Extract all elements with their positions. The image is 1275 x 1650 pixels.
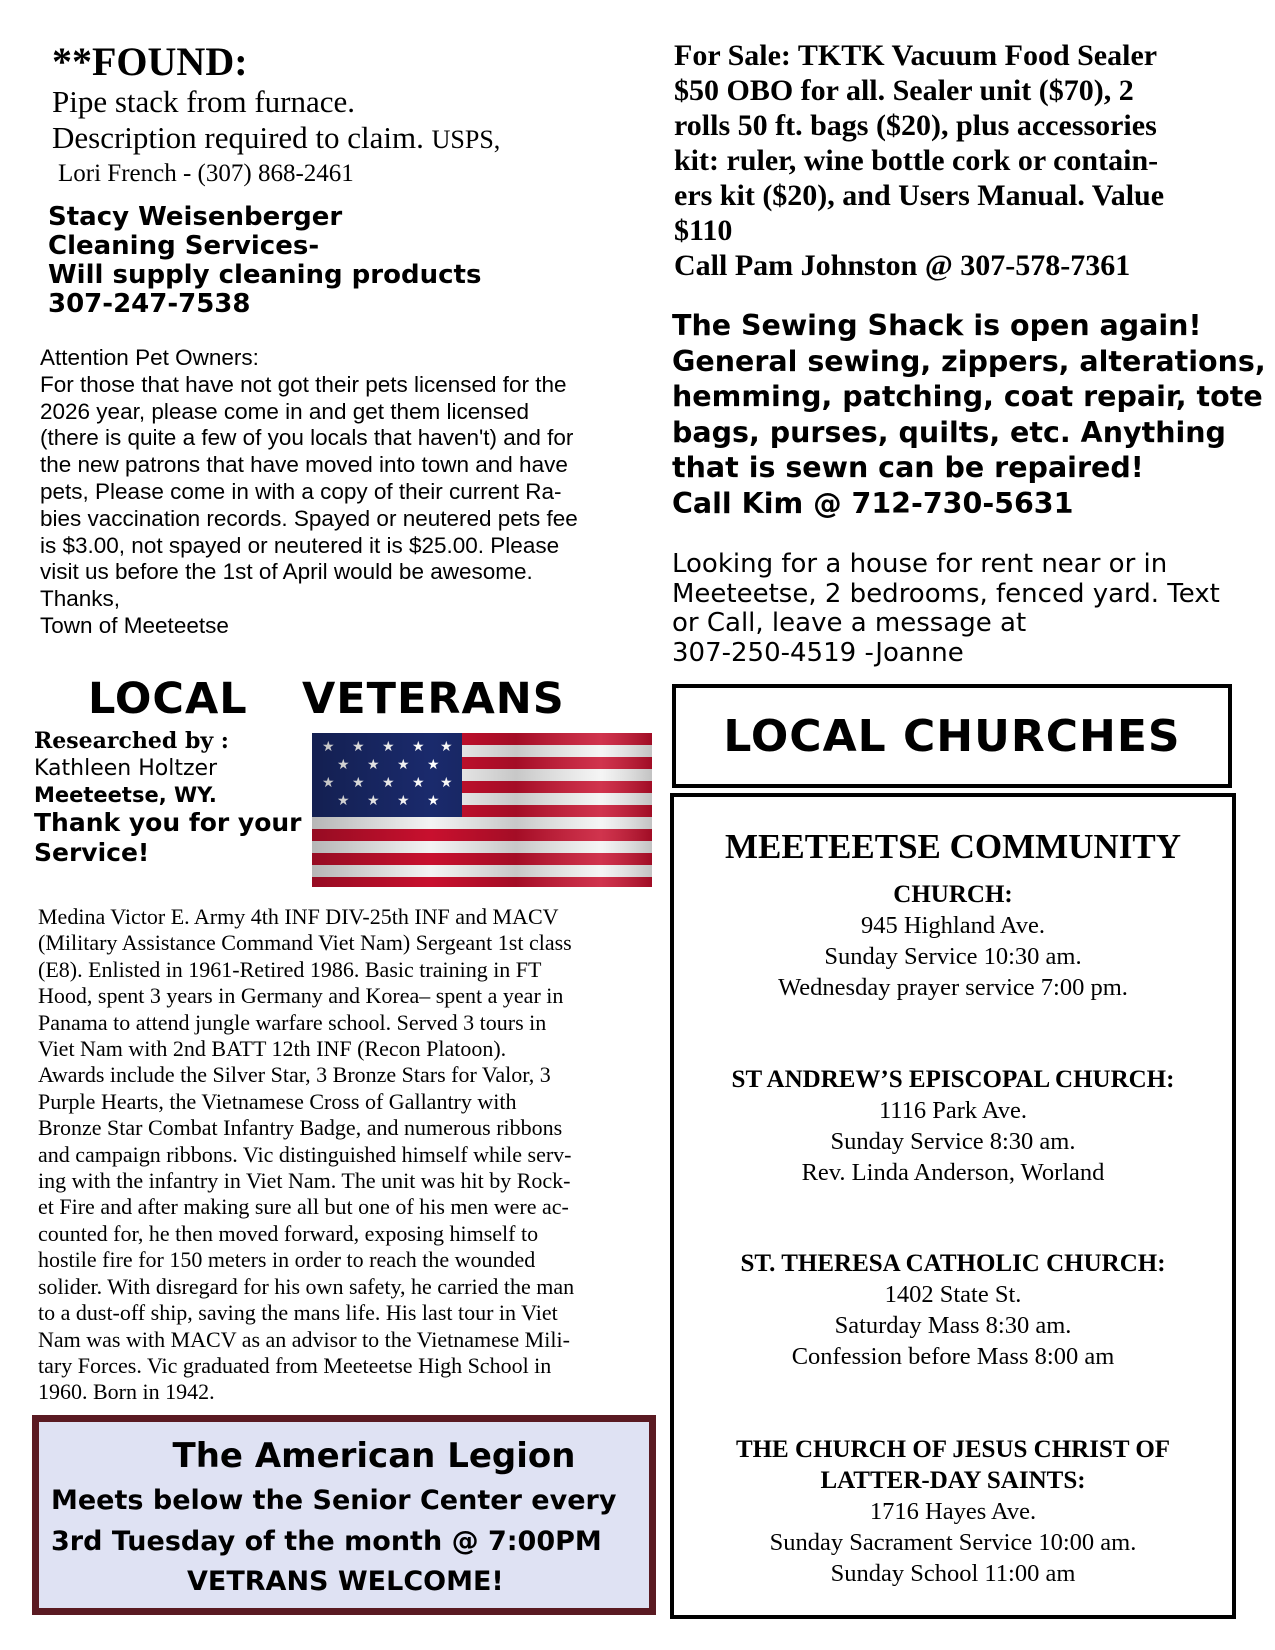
sewing-line: General sewing, zippers, alterations, bbox=[672, 344, 1266, 378]
bio-line: Nam was with MACV as an advisor to the Vietnamese Mili- bbox=[38, 1326, 570, 1352]
cleaning-line: Cleaning Services- bbox=[48, 231, 320, 261]
church-entry bbox=[674, 1248, 1232, 1372]
bio-line: hostile fire for 150 meters in order to reach the wounded bbox=[38, 1247, 536, 1273]
for-sale-ad bbox=[674, 38, 1234, 283]
cleaning-line: Stacy Weisenberger bbox=[48, 202, 343, 232]
bio-line: tary Forces. Vic graduated from Meeteetse High School in bbox=[38, 1352, 552, 1378]
found-notice bbox=[52, 40, 612, 190]
bio-line: and campaign ribbons. Vic distinguished himself while serv- bbox=[38, 1141, 572, 1167]
church-detail: 1116 Park Ave. bbox=[878, 1097, 1028, 1124]
church-detail: Sunday Sacrament Service 10:00 am. bbox=[769, 1529, 1137, 1556]
pets-line: For those that have not got their pets licensed for the bbox=[40, 371, 567, 397]
church-detail: 1402 State St. bbox=[884, 1281, 1022, 1308]
sewing-line: Call Kim @ 712-730-5631 bbox=[672, 486, 1074, 520]
found-claim: Description required to claim. bbox=[52, 120, 424, 155]
cleaning-line: 307-247-7538 bbox=[48, 289, 251, 319]
found-claim-line bbox=[52, 120, 612, 158]
bio-line: solider. With disregard for his own safety, he carried the man bbox=[38, 1273, 575, 1299]
local-churches-header bbox=[672, 684, 1232, 788]
bio-line: Hood, spent 3 years in Germany and Korea– spent a year in bbox=[38, 983, 564, 1009]
church-name: ST. THERESA CATHOLIC CHURCH: bbox=[740, 1250, 1166, 1277]
found-title: **FOUND: bbox=[52, 39, 248, 84]
legion-welcome: VETRANS WELCOME! bbox=[187, 1566, 504, 1597]
bio-line: Bronze Star Combat Infantry Badge, and numerous ribbons bbox=[38, 1115, 563, 1141]
found-usps: USPS, bbox=[431, 125, 501, 154]
veterans-heading: VETERANS bbox=[302, 674, 565, 724]
church-detail: Sunday School 11:00 am bbox=[830, 1560, 1076, 1587]
forsale-line: Call Pam Johnston @ 307-578-7361 bbox=[674, 249, 1131, 282]
rent-line: or Call, leave a message at bbox=[672, 608, 1027, 638]
bio-line: Panama to attend jungle warfare school. Served 3 tours in bbox=[38, 1009, 547, 1035]
bio-line: et Fire and after making sure all but one of his men were ac- bbox=[38, 1194, 569, 1220]
us-flag-icon bbox=[312, 733, 652, 887]
researcher-name: Kathleen Holtzer bbox=[34, 756, 218, 781]
church-entry bbox=[674, 1434, 1232, 1589]
cleaning-line: Will supply cleaning products bbox=[48, 260, 482, 290]
church-entry bbox=[674, 879, 1232, 1003]
forsale-line: For Sale: TKTK Vacuum Food Sealer bbox=[674, 39, 1158, 72]
sewing-line: hemming, patching, coat repair, tote bbox=[672, 380, 1263, 413]
pets-line: Thanks, bbox=[40, 586, 121, 612]
church-detail: Sunday Service 10:30 am. bbox=[824, 943, 1082, 970]
rent-line: Meeteetse, 2 bedrooms, fenced yard. Text bbox=[672, 578, 1220, 609]
rent-line: 307-250-4519 -Joanne bbox=[672, 637, 964, 668]
church-name: ST ANDREW’S EPISCOPAL CHURCH: bbox=[731, 1066, 1175, 1093]
pets-line: is $3.00, not spayed or neutered it is $25.00. Please bbox=[40, 532, 560, 558]
bio-line: to a dust-off ship, saving the mans life. His last tour in Viet bbox=[38, 1300, 558, 1326]
bio-line: Medina Victor E. Army 4th INF DIV-25th INF and MACV bbox=[38, 904, 559, 929]
church-name: THE CHURCH OF JESUS CHRIST OF bbox=[735, 1436, 1171, 1463]
house-wanted-ad bbox=[672, 550, 1252, 668]
bio-line: ing with the infantry in Viet Nam. The unit was hit by Rock- bbox=[38, 1168, 571, 1194]
bio-line: (E8). Enlisted in 1961-Retired 1986. Basic training in FT bbox=[38, 956, 542, 982]
bio-line: Awards include the Silver Star, 3 Bronze Stars for Valor, 3 bbox=[38, 1062, 551, 1088]
american-legion-box bbox=[32, 1415, 656, 1615]
pet-owners-notice bbox=[40, 345, 630, 640]
pets-line: bies vaccination records. Spayed or neutered pets fee bbox=[40, 505, 578, 531]
found-contact: Lori French - (307) 868-2461 bbox=[58, 160, 354, 187]
sewing-shack-ad bbox=[672, 308, 1266, 521]
pets-line: (there is quite a few of you locals that haven't) and for bbox=[40, 425, 574, 451]
church-detail: Rev. Linda Anderson, Worland bbox=[801, 1159, 1105, 1186]
pets-line: the new patrons that have moved into town and have bbox=[40, 452, 568, 478]
cleaning-services-ad bbox=[48, 203, 608, 319]
forsale-line: $110 bbox=[674, 214, 733, 247]
church-detail: 945 Highland Ave. bbox=[861, 912, 1045, 939]
legion-line: 3rd Tuesday of the month @ 7:00PM bbox=[51, 1526, 602, 1557]
veterans-heading-local: LOCAL bbox=[88, 674, 248, 724]
rent-line: Looking for a house for rent near or in bbox=[672, 549, 1168, 579]
sewing-line: The Sewing Shack is open again! bbox=[672, 309, 1202, 342]
pets-line: 2026 year, please come in and get them licensed bbox=[40, 398, 530, 424]
church-name: LATTER-DAY SAINTS: bbox=[820, 1467, 1086, 1494]
sewing-line: bags, purses, quilts, etc. Anything bbox=[672, 415, 1226, 449]
bio-line: Viet Nam with 2nd BATT 12th INF (Recon Platoon). bbox=[38, 1036, 507, 1062]
pets-line: Town of Meeteetse bbox=[40, 612, 229, 638]
bio-line: (Military Assistance Command Viet Nam) Sergeant 1st class bbox=[38, 930, 572, 956]
researcher-location: Meeteetse, WY. bbox=[34, 783, 217, 807]
bio-line: counted for, he then moved forward, exposing himself to bbox=[38, 1220, 539, 1246]
forsale-line: ers kit ($20), and Users Manual. Value bbox=[674, 179, 1165, 212]
thank-you-line: Thank you for your bbox=[34, 808, 302, 837]
church-detail: Sunday Service 8:30 am. bbox=[830, 1128, 1076, 1155]
bio-line: Purple Hearts, the Vietnamese Cross of Gallantry with bbox=[38, 1088, 517, 1114]
pets-heading: Attention Pet Owners: bbox=[40, 345, 259, 370]
church-detail: Confession before Mass 8:00 am bbox=[791, 1343, 1115, 1370]
pets-line: visit us before the 1st of April would be awesome. bbox=[40, 559, 533, 585]
church-detail: Saturday Mass 8:30 am. bbox=[834, 1312, 1072, 1339]
church-entry bbox=[674, 1064, 1232, 1188]
researched-by-block bbox=[34, 727, 314, 868]
community-church-title: MEETEETSE COMMUNITY bbox=[724, 827, 1182, 866]
forsale-line: $50 OBO for all. Sealer unit ($70), 2 bbox=[674, 74, 1134, 107]
legion-line: Meets below the Senior Center every bbox=[51, 1485, 617, 1516]
bio-line: 1960. Born in 1942. bbox=[38, 1379, 215, 1405]
found-item: Pipe stack from furnace. bbox=[52, 84, 355, 119]
church-detail: Wednesday prayer service 7:00 pm. bbox=[778, 974, 1128, 1001]
church-listing-box bbox=[670, 793, 1236, 1619]
sewing-line: that is sewn can be repaired! bbox=[672, 451, 1144, 484]
forsale-line: rolls 50 ft. bags ($20), plus accessories bbox=[674, 109, 1157, 142]
legion-title: The American Legion bbox=[172, 1436, 576, 1476]
thank-you-line: Service! bbox=[34, 838, 150, 867]
church-detail: 1716 Hayes Ave. bbox=[869, 1498, 1037, 1525]
church-name: CHURCH: bbox=[893, 881, 1013, 908]
local-churches-title: LOCAL CHURCHES bbox=[723, 710, 1181, 762]
pets-line: pets, Please come in with a copy of their current Ra- bbox=[40, 478, 562, 504]
forsale-line: kit: ruler, wine bottle cork or contain- bbox=[674, 144, 1159, 177]
researched-by-label: Researched by : bbox=[34, 728, 229, 754]
veteran-biography bbox=[38, 904, 656, 1406]
